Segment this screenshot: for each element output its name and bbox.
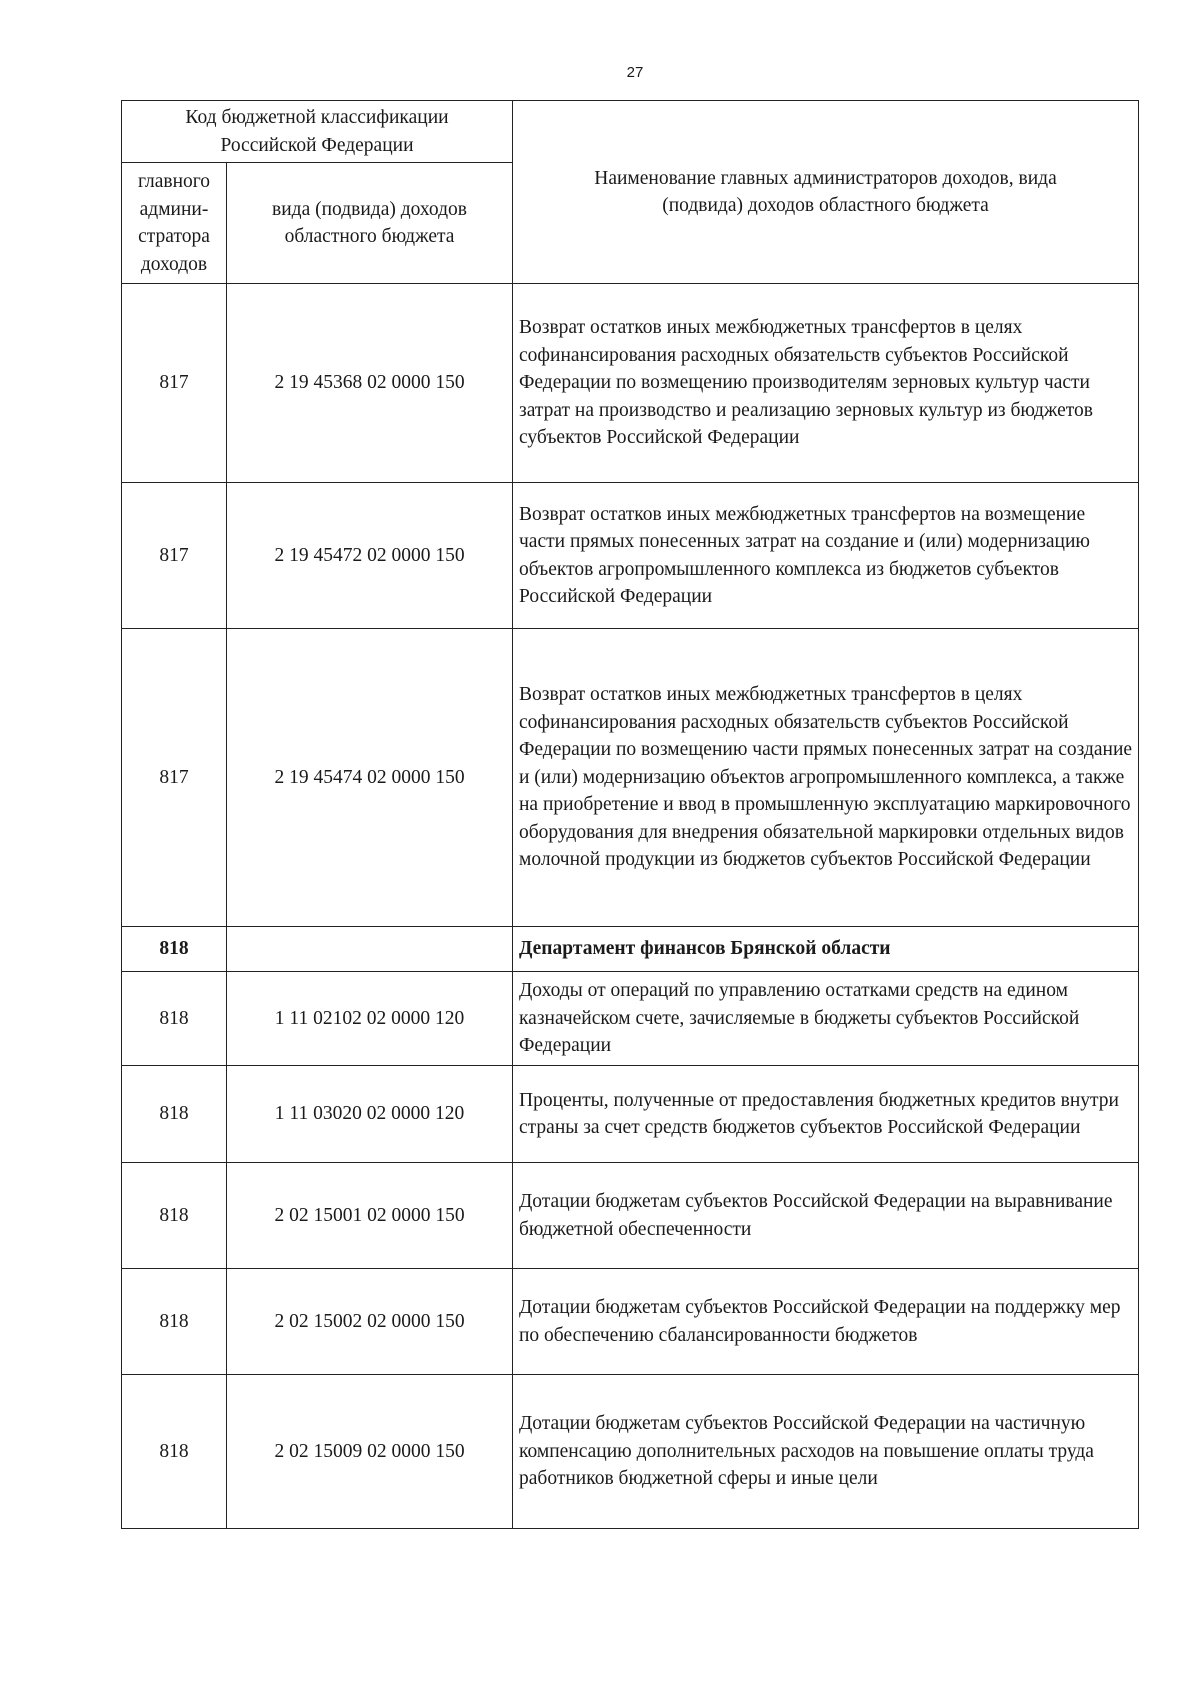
admin-code: 818 [122, 1375, 227, 1529]
table-row [122, 1269, 1139, 1375]
admin-code: 818 [122, 972, 227, 1066]
table-row [122, 1163, 1139, 1269]
table-row [122, 972, 1139, 1066]
income-code: 1 11 03020 02 0000 120 [227, 1066, 513, 1163]
admin-code: 817 [122, 483, 227, 629]
page-number: 27 [626, 64, 644, 81]
income-name: Дотации бюджетам субъектов Российской Федерации на поддержку мер по обеспечению сбалансированности бюджетов [513, 1269, 1139, 1375]
header-group: Код бюджетной классификации Российской Федерации [122, 101, 513, 163]
admin-code: 818 [122, 927, 227, 972]
table-row [122, 483, 1139, 629]
income-name: Доходы от операций по управлению остатками средств на едином казначейском счете, зачисляемые в бюджеты субъектов Российской Федерации [513, 972, 1139, 1066]
income-code: 2 19 45368 02 0000 150 [227, 284, 513, 483]
income-code: 2 02 15002 02 0000 150 [227, 1269, 513, 1375]
header-name: Наименование главных администраторов доходов, вида (подвида) доходов областного бюджета [513, 101, 1139, 284]
admin-code: 817 [122, 629, 227, 927]
department-name: Департамент финансов Брянской области [513, 927, 1139, 972]
table-row-department [122, 927, 1139, 972]
income-name: Дотации бюджетам субъектов Российской Федерации на частичную компенсацию дополнительных расходов на повышение оплаты труда работников бюджетной сферы и иные цели [513, 1375, 1139, 1529]
admin-code: 817 [122, 284, 227, 483]
table-row [122, 629, 1139, 927]
income-code [227, 927, 513, 972]
admin-code: 818 [122, 1066, 227, 1163]
table-row [122, 284, 1139, 483]
table-row [122, 1066, 1139, 1163]
admin-code: 818 [122, 1269, 227, 1375]
income-code: 2 19 45472 02 0000 150 [227, 483, 513, 629]
income-code: 2 02 15001 02 0000 150 [227, 1163, 513, 1269]
income-name: Возврат остатков иных межбюджетных трансфертов в целях софинансирования расходных обязательств субъектов Российской Федерации по возмещению производителям зерновых культур части затрат на производство и реализацию зерновых культур из бюджетов субъектов Российской Федерации [513, 284, 1139, 483]
income-name: Проценты, полученные от предоставления бюджетных кредитов внутри страны за счет средств бюджетов субъектов Российской Федерации [513, 1066, 1139, 1163]
income-name: Возврат остатков иных межбюджетных трансфертов в целях софинансирования расходных обязательств субъектов Российской Федерации по возмещению части прямых понесенных затрат на создание и (или) модернизацию объектов агропромышленного комплекса, а также на приобретение и ввод в промышленную эксплуатацию маркировочного оборудования для внедрения обязательной маркировки отдельных видов молочной продукции из бюджетов субъектов Российской Федерации [513, 629, 1139, 927]
budget-classification-table [121, 100, 1139, 1529]
income-name: Дотации бюджетам субъектов Российской Федерации на выравнивание бюджетной обеспеченности [513, 1163, 1139, 1269]
table-row [122, 1375, 1139, 1529]
header-admin-code: главного админи-стратора доходов [122, 163, 227, 284]
header-income-code: вида (подвида) доходов областного бюджета [227, 163, 513, 284]
admin-code: 818 [122, 1163, 227, 1269]
income-code: 1 11 02102 02 0000 120 [227, 972, 513, 1066]
income-name: Возврат остатков иных межбюджетных трансфертов на возмещение части прямых понесенных затрат на создание и (или) модернизацию объектов агропромышленного комплекса из бюджетов субъектов Российской Федерации [513, 483, 1139, 629]
income-code: 2 19 45474 02 0000 150 [227, 629, 513, 927]
income-code: 2 02 15009 02 0000 150 [227, 1375, 513, 1529]
